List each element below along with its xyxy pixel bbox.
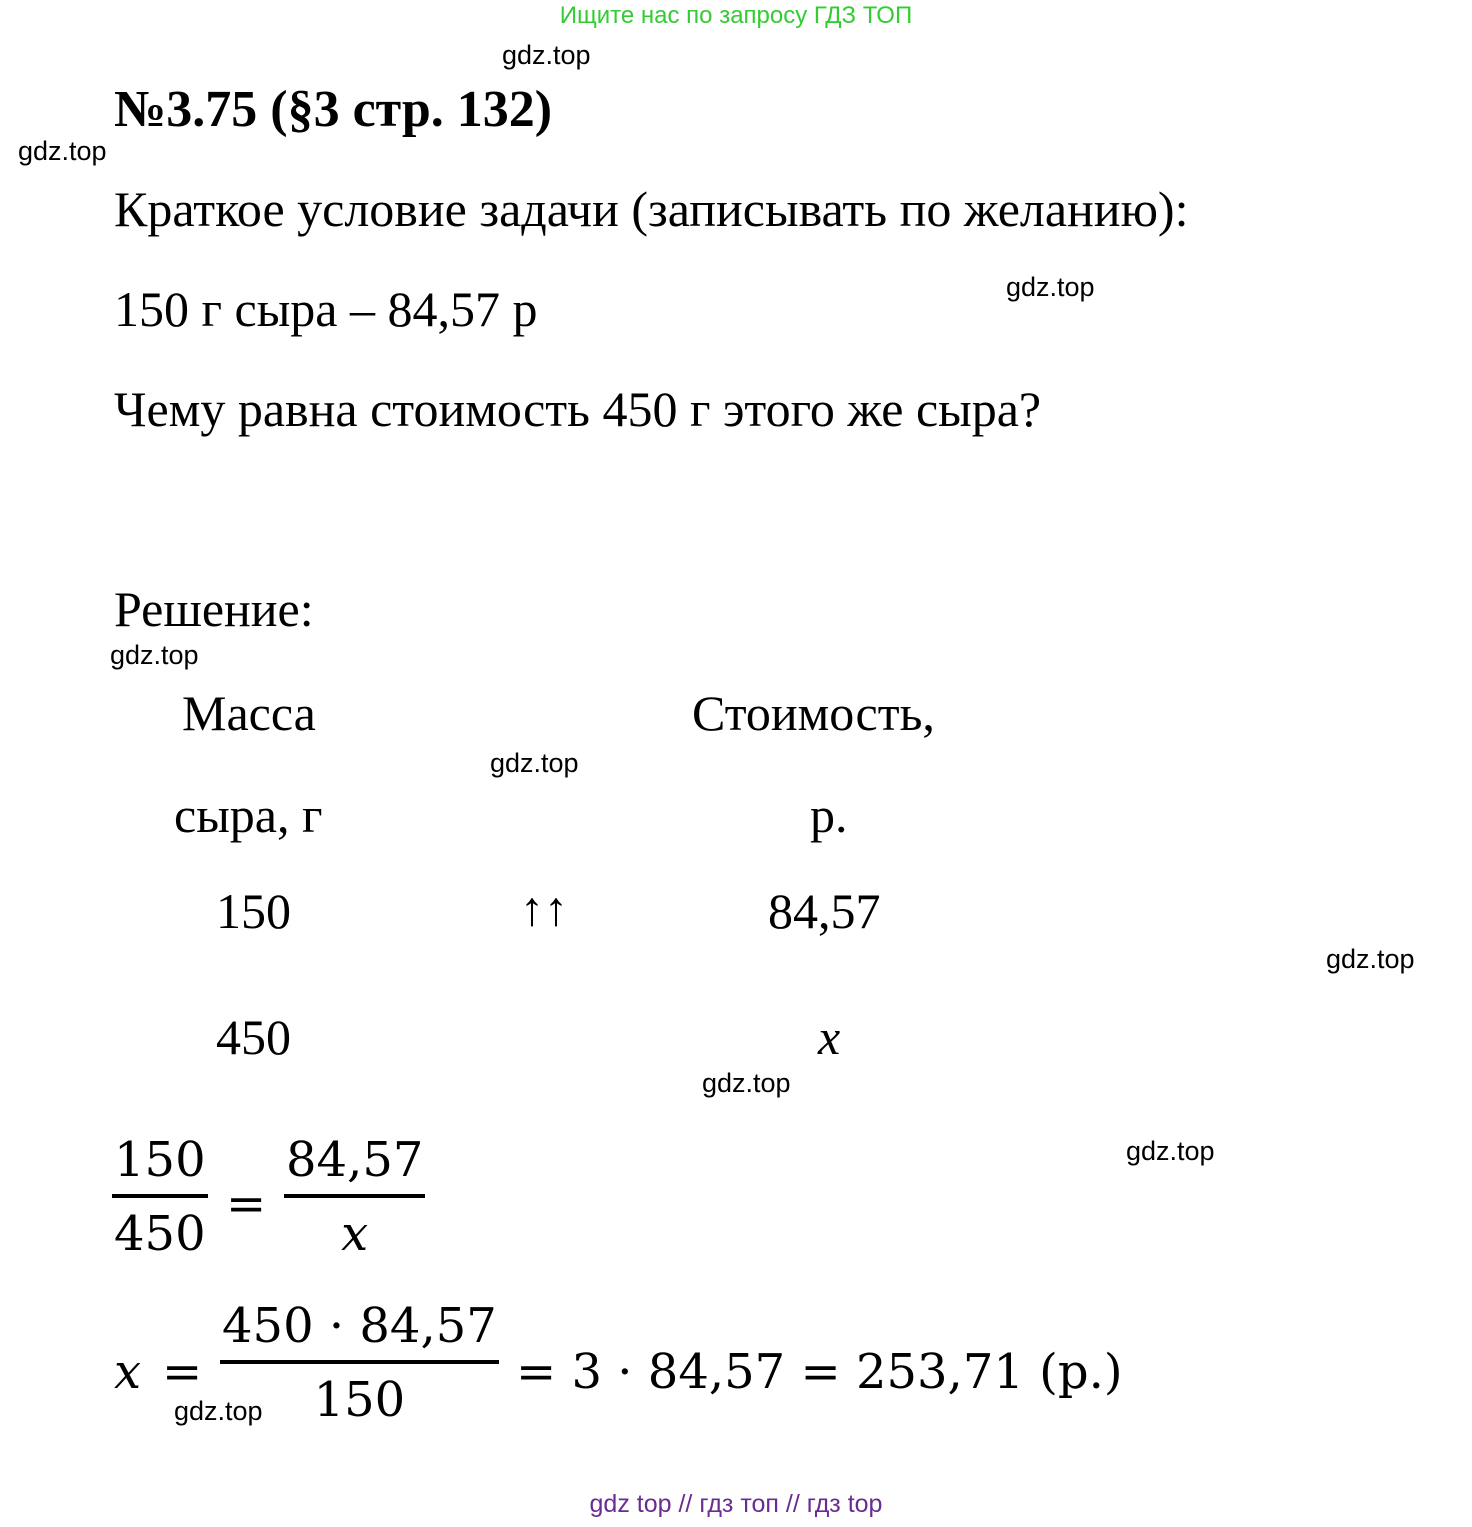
watermark: gdz.top (18, 136, 107, 166)
watermark: gdz.top (1326, 944, 1415, 974)
row2-cost: x (818, 1009, 841, 1065)
fraction-bar (284, 1194, 425, 1198)
watermark: gdz.top (490, 748, 579, 778)
fraction-mass (112, 1132, 208, 1262)
fraction-denominator: 450 (114, 1206, 206, 1262)
calc-variable: x (114, 1344, 142, 1400)
fraction-bar (112, 1194, 208, 1198)
fraction-numerator: 450 · 84,57 (222, 1298, 497, 1354)
fraction-numerator: 84,57 (286, 1132, 424, 1188)
col-mass-header-2: сыра, г (174, 787, 323, 843)
fraction-cost (284, 1132, 425, 1262)
calc-result: = 3 · 84,57 = 253,71 (р.) (516, 1344, 1123, 1400)
col-cost-header-2: р. (810, 787, 848, 843)
solution-heading: Решение: (114, 581, 314, 637)
watermark: gdz.top (502, 40, 591, 70)
condition-given: 150 г сыра – 84,57 р (114, 281, 538, 337)
fraction-calculation (220, 1298, 499, 1428)
condition-question: Чему равна стоимость 450 г этого же сыра? (114, 381, 1042, 437)
fraction-numerator: 150 (114, 1132, 206, 1188)
search-banner: Ищите нас по запросу ГДЗ ТОП (559, 2, 913, 29)
row2-mass: 450 (216, 1009, 291, 1065)
watermark: gdz.top (110, 640, 199, 670)
watermark: gdz.top (1006, 272, 1095, 302)
condition-heading: Краткое условие задачи (записывать по желанию): (114, 181, 1189, 237)
col-mass-header-1: Масса (182, 685, 316, 741)
footer-links: gdz top // гдз топ // гдз top (589, 1490, 883, 1518)
row1-cost: 84,57 (768, 883, 881, 939)
row1-mass: 150 (216, 883, 291, 939)
watermark: gdz.top (174, 1396, 263, 1426)
fraction-denominator: 150 (313, 1372, 406, 1428)
fraction-denominator: x (341, 1206, 369, 1262)
watermark: gdz.top (1126, 1136, 1215, 1166)
direct-proportion-arrows: ↑↑ (520, 883, 568, 936)
fraction-bar (220, 1360, 499, 1364)
equals-sign: = (226, 1176, 267, 1232)
calc-equals: = (162, 1344, 203, 1400)
col-cost-header-1: Стоимость, (692, 685, 935, 741)
watermark: gdz.top (702, 1068, 791, 1098)
page-title: №3.75 (§3 стр. 132) (114, 81, 553, 138)
